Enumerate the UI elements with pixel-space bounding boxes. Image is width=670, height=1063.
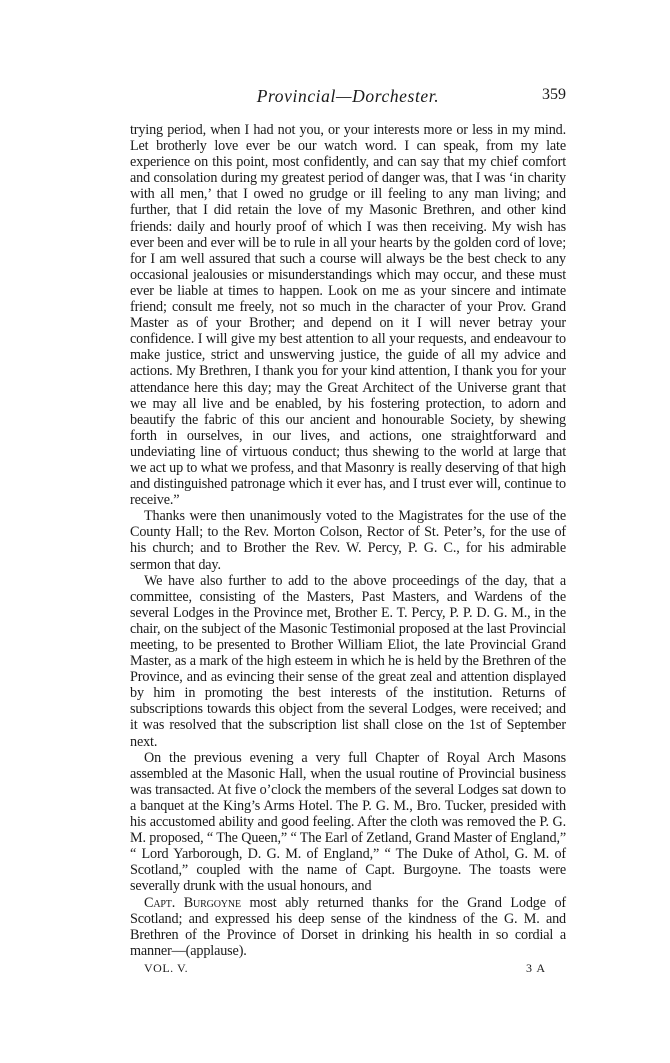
paragraph-thanks-voted: Thanks were then unanimously voted to the Magistrates for the use of the County Hall; to the Rev. Morton Colson, Rector of St. Peter’s, for the use of his church; and to Brother the Rev. W. Percy, P. G. C., for his admirable sermon that day.	[130, 508, 566, 573]
volume-label: VOL. V.	[144, 960, 189, 975]
page-number: 359	[542, 86, 566, 103]
body-text	[130, 122, 566, 959]
paragraph-royal-arch-banquet: On the previous evening a very full Chapter of Royal Arch Masons assembled at the Masonic Hall, when the usual routine of Provincial business was transacted. At five o’clock the members of the several Lodges sat down to a banquet at the King’s Arms Hotel. The P. G. M., Bro. Tucker, presided with his accustomed ability and good feeling. After the cloth was removed the P. G. M. proposed, “ The Queen,” “ The Earl of Zetland, Grand Master of England,” “ Lord Yarborough, D. G. M. of England,” “ The Duke of Athol, G. M. of Scotland,” coupled with the name of Capt. Burgoyne. The toasts were severally drunk with the usual honours, and	[130, 749, 566, 895]
page-footer	[130, 961, 566, 979]
book-page	[130, 86, 566, 1006]
signature-mark: 3 A	[525, 960, 546, 975]
running-head	[130, 86, 566, 110]
paragraph-burgoyne-reply	[130, 895, 566, 959]
running-title: Provincial—Dorchester.	[256, 86, 440, 106]
paragraph-speech-conclusion: trying period, when I had not you, or your interests more or less in my mind. Let brotherly love ever be our watch word. I can speak, from my late experience on this point, most confidently, and can say that my chief comfort and consolation during my greatest period of danger was, that I was ‘in charity with all men,’ that I owed no grudge or ill feeling to any man living; and further, that I did retain the love of my Masonic Brethren, and other kind friends: daily and hourly proof of which I was then receiving. My wish has ever been and ever will be to rule in all your hearts by the golden cord of love; for I am well assured that such a course will always be the best check to any occasional jealousies or misunderstandings which may occur, and these must ever be liable at times to happen. Look on me as your sincere and intimate friend; consult me freely, not so much in the character of your Prov. Grand Master as of your Brother; and depend on it I will never betray your confidence. I will give my best attention to all your requests, and endeavour to make justice, strict and unswerving justice, the guide of all my advice and actions. My Brethren, I thank you for your kind attention, I thank you for your attendance here this day; may the Great Architect of the Universe grant that we may all live and be enabled, by his fostering protection, to adorn and beautify the fabric of this our ancient and honourable Society, by shewing forth in ourselves, in our lives, and actions, one straightforward and undeviating line of virtuous conduct; thus shewing to the world at large that we act up to what we profess, and that Masonry is really deserving of that high and distinguished patronage which it ever has, and I trust ever will, continue to receive.”	[130, 122, 566, 509]
paragraph-burgoyne-text: most ably returned thanks for the Grand Lodge of Scotland; and expressed his deep sense of the kindness of the G. M. and Brethren of the Province of Dorset in drinking his health in so cordial a manner—(applause).	[130, 894, 566, 959]
speaker-name: Capt. Burgoyne	[144, 894, 241, 911]
paragraph-committee: We have also further to add to the above proceedings of the day, that a committee, consisting of the Masters, Past Masters, and Wardens of the several Lodges in the Province met, Brother E. T. Percy, P. P. D. G. M., in the chair, on the subject of the Masonic Testimonial proposed at the last Provincial meeting, to be presented to Brother William Eliot, the late Provincial Grand Master, as a mark of the high esteem in which he is held by the Brethren of the Province, and as evincing their sense of the great zeal and attention displayed by him in promoting the best interests of the institution. Returns of subscriptions towards this object from the several Lodges, were received; and it was resolved that the subscription list shall close on the 1st of September next.	[130, 572, 566, 750]
